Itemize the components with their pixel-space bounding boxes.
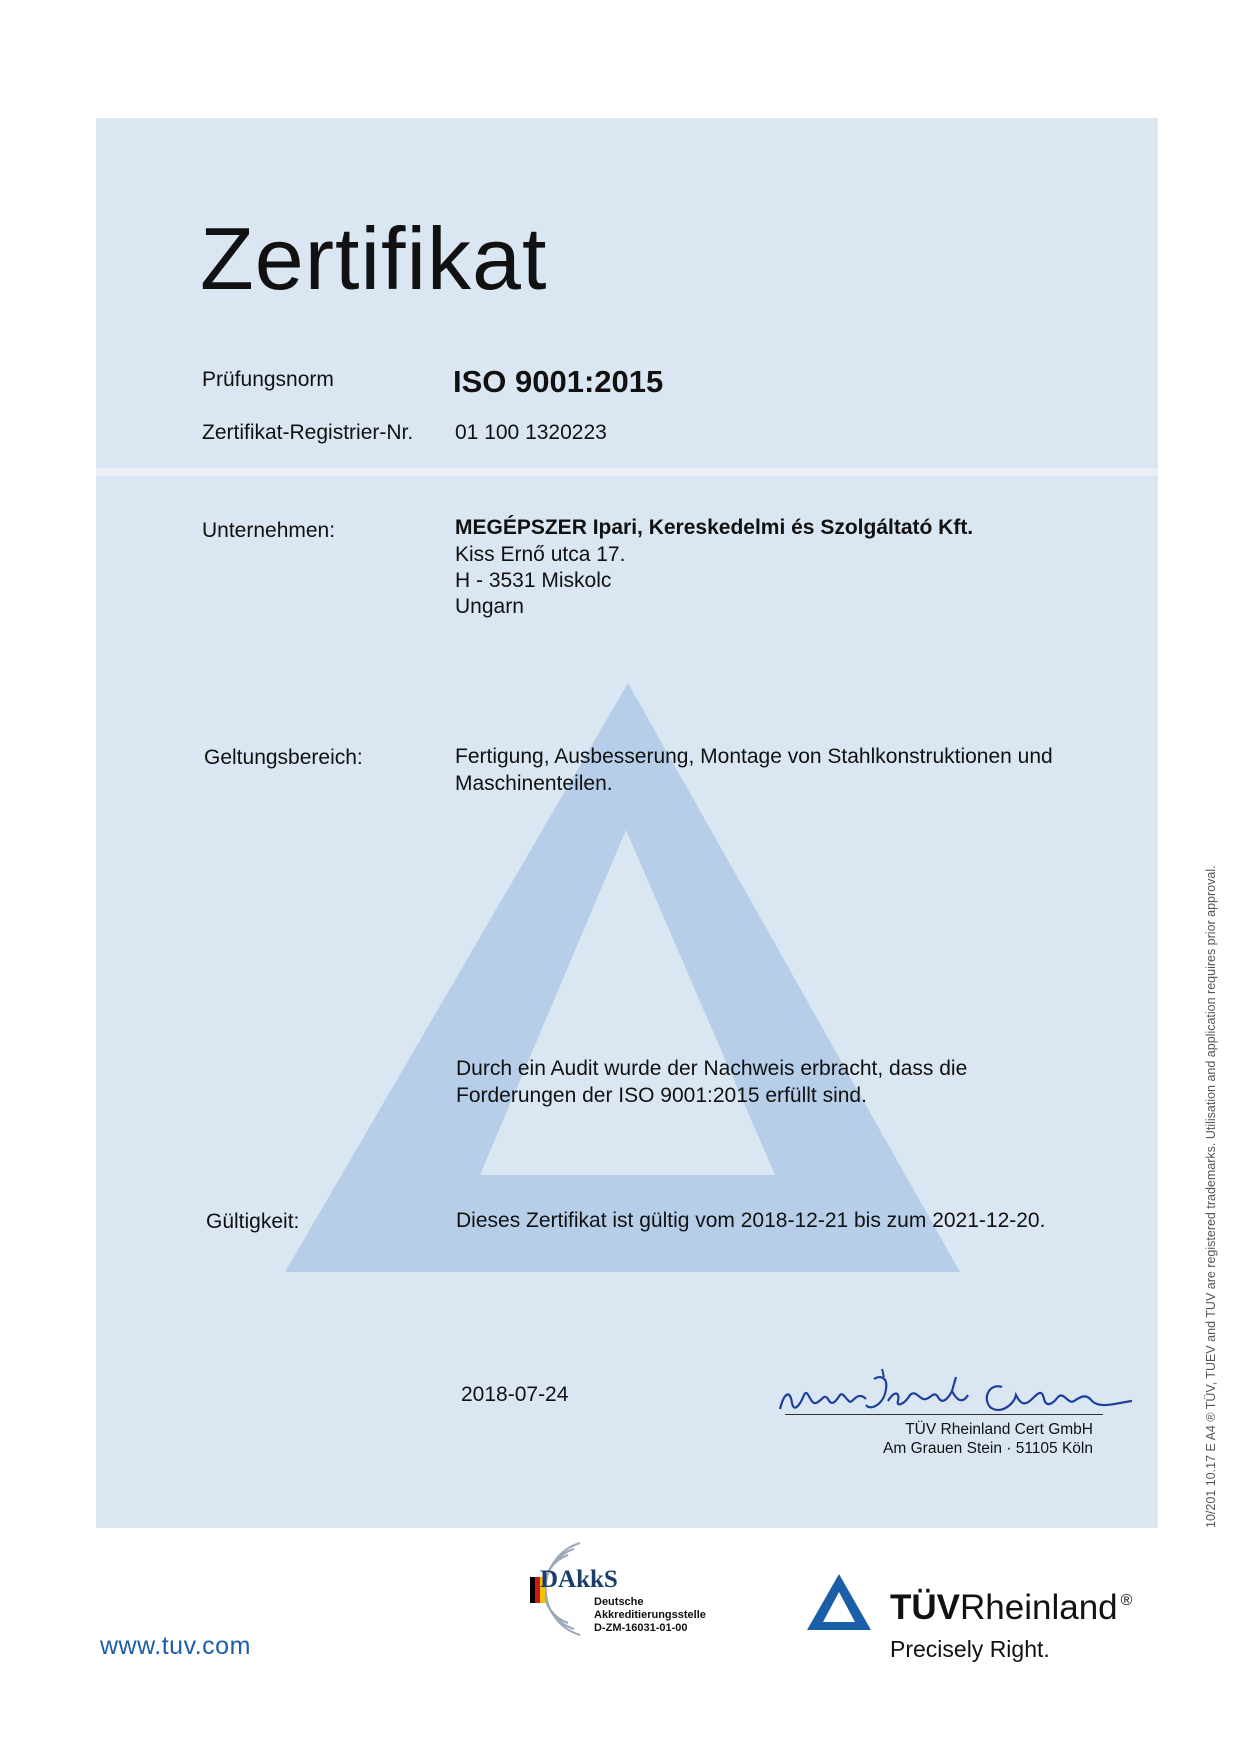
scope-label: Geltungsbereich: [204, 746, 363, 769]
signature-line [785, 1414, 1103, 1415]
dakks-name: DAkkS [540, 1566, 618, 1593]
tuv-rheinland-brand: TÜVRheinland ® [890, 1588, 1133, 1627]
registration-value: 01 100 1320223 [455, 421, 607, 444]
scope-value: Fertigung, Ausbesserung, Montage von Stahlkonstruktionen und Maschinenteilen. [455, 745, 1053, 795]
company-address-line: Ungarn [455, 595, 524, 618]
registration-label: Zertifikat-Registrier-Nr. [202, 421, 414, 444]
certificate-title: Zertifikat [200, 209, 548, 308]
website-link[interactable]: www.tuv.com [100, 1632, 251, 1660]
company-name: MEGÉPSZER Ipari, Kereskedelmi és Szolgáltató Kft. [455, 516, 974, 539]
tuv-triangle-logo-icon [805, 1572, 873, 1632]
trademark-side-note: 10/201 10.17 E A4 ® TÜV, TUEV and TUV are registered trademarks. Utilisation and application requires prior approval. [1204, 865, 1218, 1528]
issuer-name: TÜV Rheinland Cert GmbH [905, 1421, 1093, 1438]
tuv-slogan: Precisely Right. [890, 1636, 1050, 1662]
validity-value: Dieses Zertifikat ist gültig vom 2018-12-21 bis zum 2021-12-20. [456, 1209, 1046, 1232]
company-address-line: H - 3531 Miskolc [455, 569, 612, 592]
dakks-line: Deutsche [594, 1596, 644, 1608]
issuer-address: Am Grauen Stein · 51105 Köln [883, 1440, 1093, 1457]
company-address-line: Kiss Ernő utca 17. [455, 543, 626, 566]
audit-statement: Durch ein Audit wurde der Nachweis erbracht, dass die Forderungen der ISO 9001:2015 erfüllt sind. [456, 1057, 968, 1107]
dakks-line: Akkreditierungsstelle [594, 1609, 706, 1621]
validity-label: Gültigkeit: [206, 1210, 300, 1233]
signature [770, 1365, 1140, 1421]
dakks-line: D-ZM-16031-01-00 [594, 1622, 688, 1634]
standard-label: Prüfungsnorm [202, 368, 334, 391]
standard-value: ISO 9001:2015 [453, 364, 664, 399]
issuer-block [785, 1420, 1093, 1458]
company-label: Unternehmen: [202, 519, 336, 542]
issue-date: 2018-07-24 [461, 1383, 569, 1406]
